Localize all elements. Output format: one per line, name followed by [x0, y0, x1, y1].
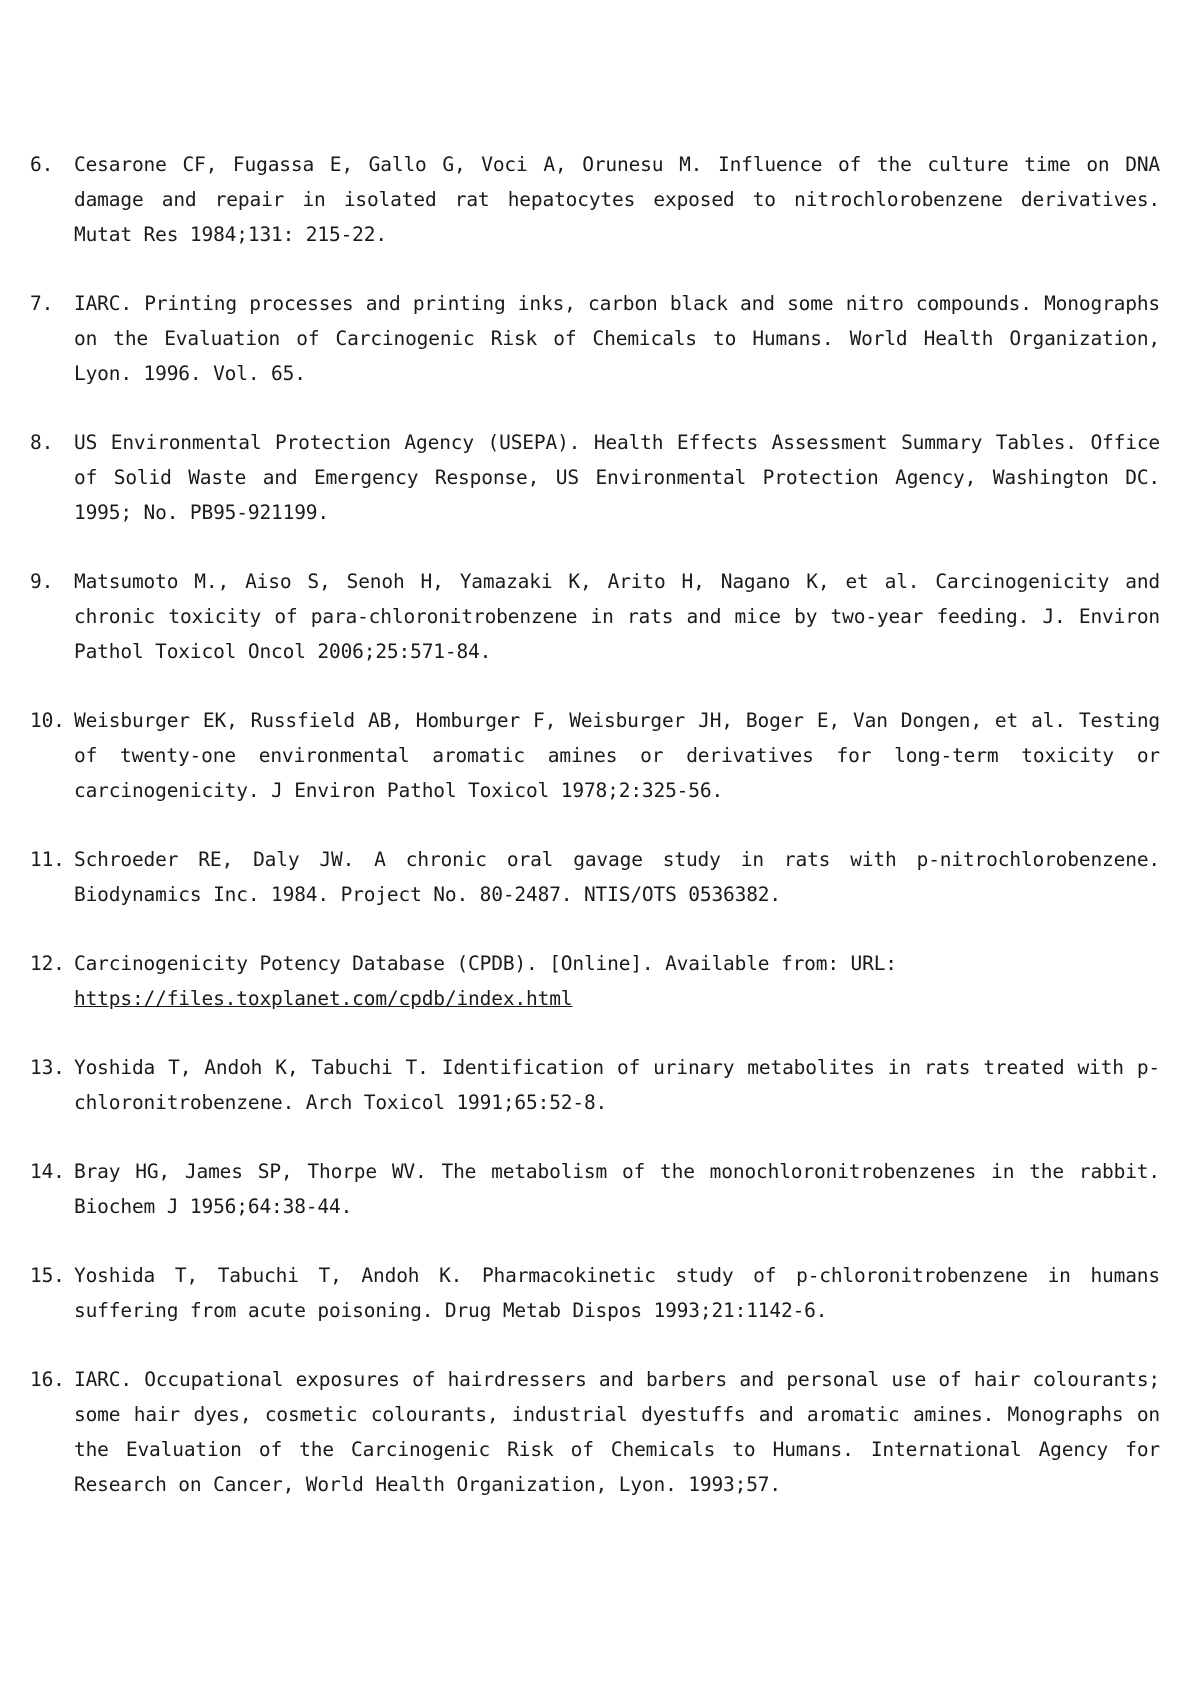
reference-list: [30, 147, 1160, 1536]
reference-item: [30, 703, 1160, 808]
reference-text: Bray HG, James SP, Thorpe WV. The metabolism of the monochloronitrobenzenes in the rabbit. Biochem J 1956;64:38-44.: [74, 1160, 1160, 1218]
reference-item: [30, 1362, 1160, 1502]
reference-number: 16.: [30, 1368, 65, 1391]
reference-item: [30, 1154, 1160, 1224]
reference-text: IARC. Occupational exposures of hairdressers and barbers and personal use of hair colourants; some hair dyes, cosmetic colourants, industrial dyestuffs and aromatic amines. Monographs on the Evaluation of the Carcinogenic Risk of Chemicals to Humans. International Agency for Research on Cancer, World Health Organization, Lyon. 1993;57.: [74, 1368, 1160, 1496]
reference-number: 15.: [30, 1264, 65, 1287]
reference-number: 7.: [30, 292, 54, 315]
reference-text: Yoshida T, Andoh K, Tabuchi T. Identification of urinary metabolites in rats treated with p-chloronitrobenzene. Arch Toxicol 1991;65:52-8.: [74, 1056, 1160, 1114]
reference-number: 6.: [30, 153, 54, 176]
reference-number: 9.: [30, 570, 54, 593]
reference-text: Schroeder RE, Daly JW. A chronic oral gavage study in rats with p-nitrochlorobenzene. Biodynamics Inc. 1984. Project No. 80-2487. NTIS/OTS 0536382.: [74, 848, 1160, 906]
reference-number: 11.: [30, 848, 65, 871]
reference-item: [30, 1050, 1160, 1120]
reference-number: 14.: [30, 1160, 65, 1183]
reference-text: Carcinogenicity Potency Database (CPDB). [Online]. Available from: URL:: [74, 952, 897, 975]
reference-item: [30, 946, 1160, 1016]
reference-text: Yoshida T, Tabuchi T, Andoh K. Pharmacokinetic study of p-chloronitrobenzene in humans suffering from acute poisoning. Drug Metab Dispos 1993;21:1142-6.: [74, 1264, 1160, 1322]
reference-number: 10.: [30, 709, 65, 732]
reference-item: [30, 842, 1160, 912]
reference-item: [30, 564, 1160, 669]
reference-text: Matsumoto M., Aiso S, Senoh H, Yamazaki K, Arito H, Nagano K, et al. Carcinogenicity and chronic toxicity of para-chloronitrobenzene in rats and mice by two-year feeding. J. Environ Pathol Toxicol Oncol 2006;25:571-84.: [74, 570, 1160, 663]
reference-text: IARC. Printing processes and printing inks, carbon black and some nitro compounds. Monographs on the Evaluation of Carcinogenic Risk of Chemicals to Humans. World Health Organization, Lyon. 1996. Vol. 65.: [74, 292, 1160, 385]
reference-item: [30, 147, 1160, 252]
reference-item: [30, 286, 1160, 391]
reference-text: Cesarone CF, Fugassa E, Gallo G, Voci A, Orunesu M. Influence of the culture time on DNA damage and repair in isolated rat hepatocytes exposed to nitrochlorobenzene derivatives. Mutat Res 1984;131: 215-22.: [74, 153, 1160, 246]
reference-text: US Environmental Protection Agency (USEPA). Health Effects Assessment Summary Tables. Office of Solid Waste and Emergency Response, US Environmental Protection Agency, Washington DC. 1995; No. PB95-921199.: [74, 431, 1160, 524]
reference-item: [30, 1258, 1160, 1328]
reference-number: 8.: [30, 431, 54, 454]
reference-number: 13.: [30, 1056, 65, 1079]
reference-text: Weisburger EK, Russfield AB, Homburger F, Weisburger JH, Boger E, Van Dongen, et al. Testing of twenty-one environmental aromatic amines or derivatives for long-term toxicity or carcinogenicity. J Environ Pathol Toxicol 1978;2:325-56.: [74, 709, 1160, 802]
reference-url-link[interactable]: https://files.toxplanet.com/cpdb/index.html: [74, 987, 573, 1010]
reference-item: [30, 425, 1160, 530]
reference-number: 12.: [30, 952, 65, 975]
